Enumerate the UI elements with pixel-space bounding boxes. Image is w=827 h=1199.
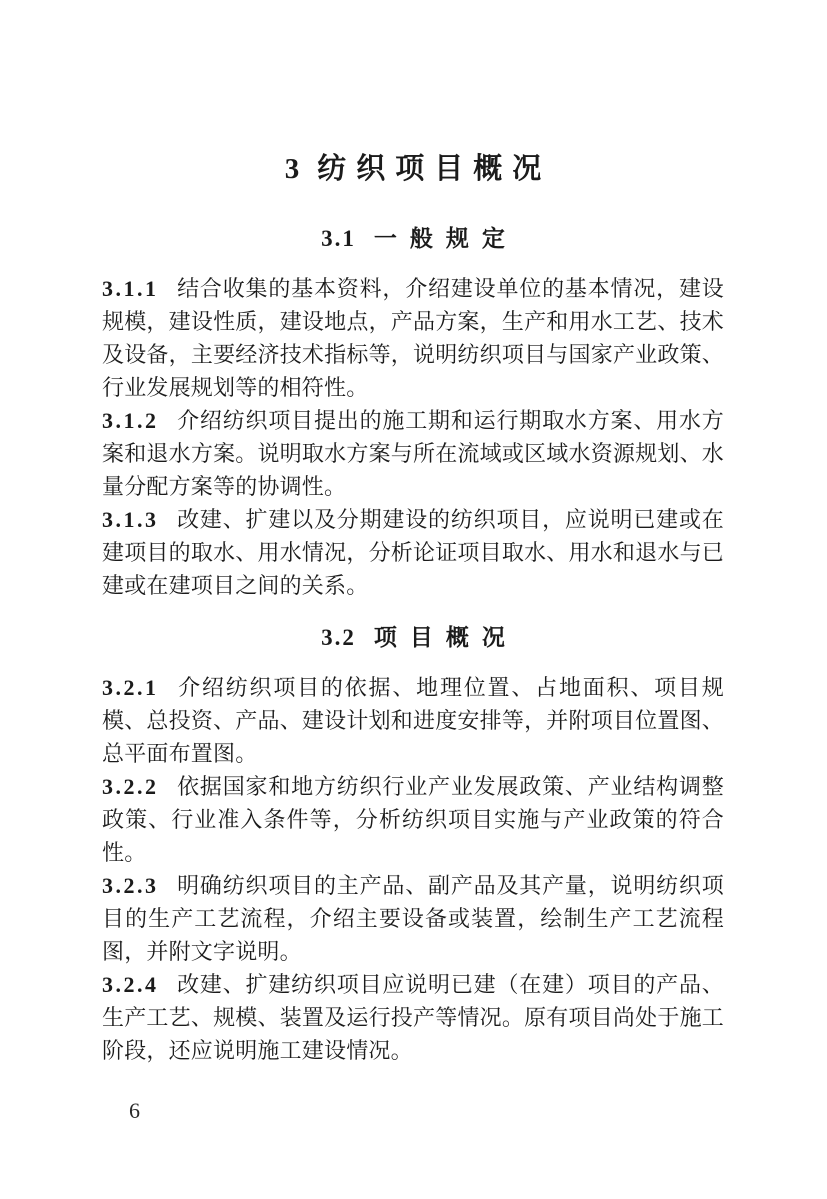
clause-3-1-1	[102, 272, 724, 404]
section-title-text: 一般规定	[373, 226, 518, 251]
clause-text: 明确纺织项目的主产品、副产品及其产量，说明纺织项目的生产工艺流程，介绍主要设备或装置，绘制生产工艺流程图，并附文字说明。	[102, 873, 724, 964]
page-number: 6	[129, 1098, 140, 1123]
clause-3-2-3	[102, 869, 724, 968]
clause-3-2-1	[102, 671, 724, 770]
clause-number: 3.2.4	[102, 972, 159, 997]
section-3-1-clauses	[102, 272, 724, 602]
section-heading-3-2	[102, 624, 724, 651]
clause-number: 3.2.1	[102, 675, 159, 700]
clause-3-1-3	[102, 503, 724, 602]
clause-number: 3.2.2	[102, 774, 159, 799]
clause-text: 介绍纺织项目的依据、地理位置、占地面积、项目规模、总投资、产品、建设计划和进度安排等，并附项目位置图、总平面布置图。	[102, 675, 724, 766]
clause-text: 依据国家和地方纺织行业产业发展政策、产业结构调整政策、行业准入条件等，分析纺织项目实施与产业政策的符合性。	[102, 774, 724, 865]
clause-text: 结合收集的基本资料，介绍建设单位的基本情况，建设规模，建设性质，建设地点，产品方案，生产和用水工艺、技术及设备，主要经济技术指标等，说明纺织项目与国家产业政策、行业发展规划等的相符性。	[102, 276, 724, 400]
chapter-number: 3	[284, 153, 300, 185]
section-title-text: 项目概况	[373, 625, 518, 650]
clause-number: 3.1.3	[102, 507, 159, 532]
content-column	[102, 0, 724, 1067]
clause-text: 改建、扩建以及分期建设的纺织项目，应说明已建或在建项目的取水、用水情况，分析论证项目取水、用水和退水与已建或在建项目之间的关系。	[102, 507, 724, 598]
clause-3-2-2	[102, 770, 724, 869]
section-number: 3.2	[321, 625, 356, 650]
clause-text: 改建、扩建纺织项目应说明已建（在建）项目的产品、生产工艺、规模、装置及运行投产等情况。原有项目尚处于施工阶段，还应说明施工建设情况。	[102, 972, 724, 1063]
section-heading-3-1	[102, 225, 724, 252]
clause-number: 3.2.3	[102, 873, 159, 898]
clause-text: 介绍纺织项目提出的施工期和运行期取水方案、用水方案和退水方案。说明取水方案与所在流域或区域水资源规划、水量分配方案等的协调性。	[102, 408, 724, 499]
chapter-heading	[102, 0, 724, 186]
chapter-title-text: 纺织项目概况	[317, 153, 552, 185]
clause-number: 3.1.1	[102, 276, 159, 301]
section-3-2-clauses	[102, 671, 724, 1067]
clause-number: 3.1.2	[102, 408, 159, 433]
clause-3-2-4	[102, 968, 724, 1067]
section-number: 3.1	[321, 226, 356, 251]
clause-3-1-2	[102, 404, 724, 503]
